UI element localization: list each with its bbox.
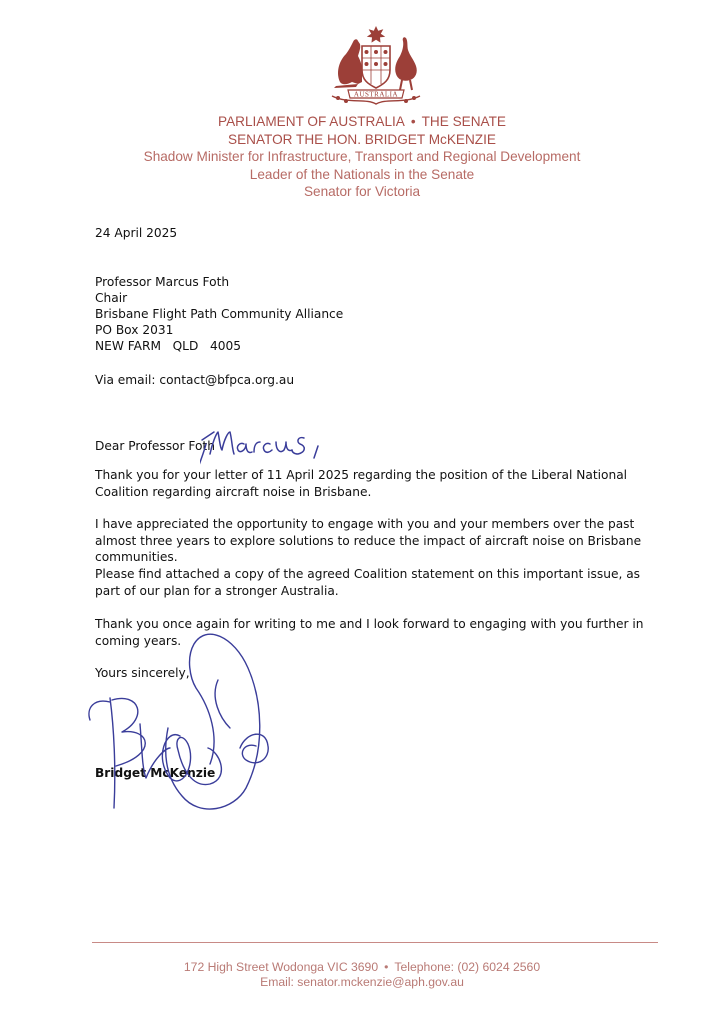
handwritten-salutation [200, 422, 330, 472]
letterhead [62, 113, 662, 201]
parliament-text: PARLIAMENT OF AUSTRALIA [218, 114, 405, 129]
letter-date: 24 April 2025 [95, 226, 178, 240]
footer-email: Email: senator.mckenzie@aph.gov.au [260, 975, 464, 989]
senator-role-1: Shadow Minister for Infrastructure, Transport and Regional Development [143, 149, 581, 164]
recipient-po-box: PO Box 2031 [95, 323, 174, 337]
signatory-name: Bridget McKenzie [95, 766, 216, 780]
separator-dot: • [410, 114, 416, 129]
body-paragraph-1: Thank you for your letter of 11 April 2025 regarding the position of the Liberal National Coalition regarding aircraft noise in Brisbane. [95, 468, 628, 499]
crest-scroll-text: AUSTRALIA [353, 90, 399, 99]
footer-telephone: Telephone: (02) 6024 2560 [394, 960, 541, 974]
senator-role-2: Leader of the Nationals in the Senate [249, 166, 475, 182]
footer-address-line [62, 960, 662, 975]
body-paragraph-2: I have appreciated the opportunity to engage with you and your members over the past almost three years to explore solutions to reduce the impact of aircraft noise on Brisbane communities. [95, 517, 642, 565]
senator-name: SENATOR THE HON. BRIDGET McKENZIE [228, 131, 496, 147]
closing: Yours sincerely, [95, 666, 190, 680]
footer-address: 172 High Street Wodonga VIC 3690 [183, 960, 379, 974]
footer-divider [92, 942, 658, 943]
recipient-title: Chair [95, 291, 128, 305]
senator-role-3: Senator for Victoria [303, 184, 421, 199]
salutation: Dear Professor Foth [95, 439, 215, 453]
coat-of-arms-crest [318, 24, 434, 110]
footer [62, 960, 662, 990]
recipient-name: Professor Marcus Foth [95, 275, 230, 289]
letterhead-line-parliament [62, 113, 662, 131]
handwritten-signature [70, 628, 310, 828]
recipient-organisation: Brisbane Flight Path Community Alliance [95, 307, 344, 321]
body-paragraph-4: Thank you once again for writing to me and I look forward to engaging with you further in coming years. [95, 617, 644, 648]
via-email: Via email: contact@bfpca.org.au [95, 373, 295, 387]
footer-separator-dot: • [384, 960, 389, 974]
body-paragraph-3: Please find attached a copy of the agreed Coalition statement on this important issue, as part of our plan for a stronger Australia. [95, 567, 641, 598]
recipient-locality: NEW FARM QLD 4005 [95, 339, 241, 353]
senate-text: THE SENATE [421, 114, 506, 129]
